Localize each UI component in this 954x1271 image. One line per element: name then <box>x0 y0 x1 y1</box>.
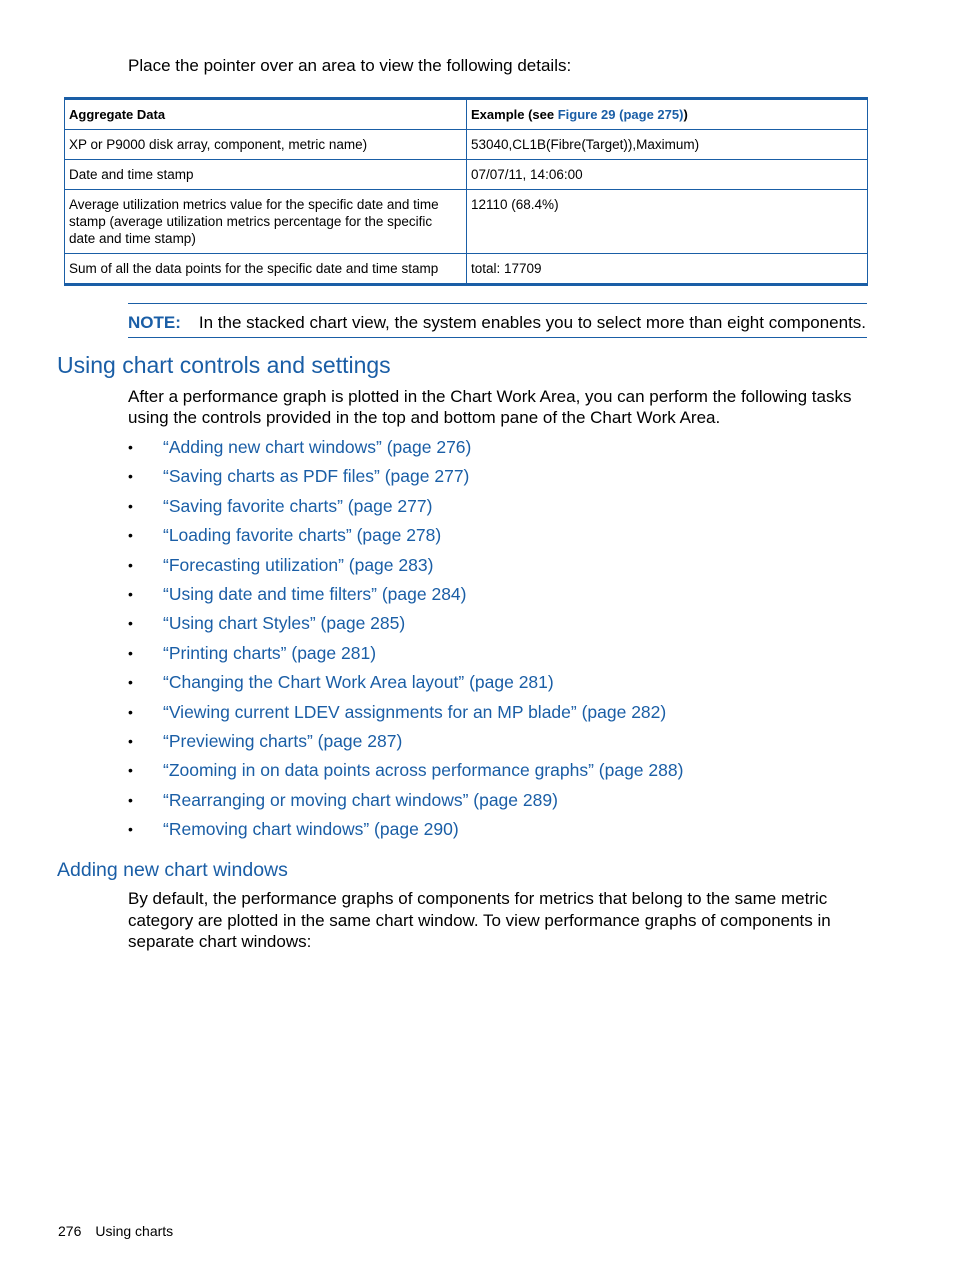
link-printing-charts[interactable]: “Printing charts” (page 281) <box>163 642 377 663</box>
table-cell-example: 53040,CL1B(Fibre(Target)),Maximum) <box>467 130 868 160</box>
link-zooming-data-points[interactable]: “Zooming in on data points across performance graphs” (page 288) <box>163 760 684 781</box>
task-link-list <box>128 436 683 847</box>
list-item <box>128 524 683 553</box>
table-cell-data: Average utilization metrics value for the specific date and time stamp (average utilization metrics percentage for the specific date and time stamp) <box>65 190 467 254</box>
header-example <box>467 99 868 130</box>
list-item <box>128 495 683 524</box>
bullet-icon: • <box>128 791 133 808</box>
link-rearranging-windows[interactable]: “Rearranging or moving chart windows” (page 289) <box>163 789 558 810</box>
link-chart-styles[interactable]: “Using chart Styles” (page 285) <box>163 613 406 634</box>
subsection-title: Adding new chart windows <box>57 859 288 881</box>
header-aggregate-data: Aggregate Data <box>65 99 467 130</box>
aggregate-data-table <box>64 97 868 286</box>
table-row <box>65 254 868 285</box>
list-item <box>128 554 683 583</box>
link-forecasting-utilization[interactable]: “Forecasting utilization” (page 283) <box>163 554 434 575</box>
link-changing-layout[interactable]: “Changing the Chart Work Area layout” (page 281) <box>163 672 554 693</box>
list-item <box>128 671 683 700</box>
table-row <box>65 160 868 190</box>
table-header-row <box>65 99 868 130</box>
link-previewing-charts[interactable]: “Previewing charts” (page 287) <box>163 730 403 751</box>
page-footer <box>58 1222 173 1240</box>
note-text: In the stacked chart view, the system enables you to select more than eight components. <box>198 313 867 332</box>
list-item <box>128 465 683 494</box>
bullet-icon: • <box>128 497 133 514</box>
note-box <box>128 303 867 338</box>
list-item <box>128 612 683 641</box>
list-item <box>128 759 683 788</box>
list-item <box>128 583 683 612</box>
figure-29-link[interactable]: Figure 29 (page 275) <box>557 107 684 122</box>
list-item <box>128 436 683 465</box>
list-item <box>128 789 683 818</box>
page-number: 276 <box>58 1223 82 1239</box>
table-cell-example: 12110 (68.4%) <box>467 190 868 254</box>
link-loading-favorite-charts[interactable]: “Loading favorite charts” (page 278) <box>163 525 442 546</box>
table-cell-data: XP or P9000 disk array, component, metric name) <box>65 130 467 160</box>
link-removing-windows[interactable]: “Removing chart windows” (page 290) <box>163 819 459 840</box>
bullet-icon: • <box>128 762 133 779</box>
table-row <box>65 190 868 254</box>
bullet-icon: • <box>128 674 133 691</box>
header-example-prefix: Example (see <box>471 107 558 122</box>
link-ldev-assignments[interactable]: “Viewing current LDEV assignments for an MP blade” (page 282) <box>163 701 667 722</box>
bullet-icon: • <box>128 644 133 661</box>
bullet-icon: • <box>128 732 133 749</box>
section-paragraph: After a performance graph is plotted in the Chart Work Area, you can perform the following tasks using the controls provided in the top and bottom pane of the Chart Work Area. <box>128 387 852 427</box>
bullet-icon: • <box>128 468 133 485</box>
section-title: Using chart controls and settings <box>57 352 391 378</box>
bullet-icon: • <box>128 527 133 544</box>
link-adding-new-chart-windows[interactable]: “Adding new chart windows” (page 276) <box>163 437 472 457</box>
note-label: NOTE: <box>128 313 181 332</box>
bullet-icon: • <box>128 439 133 455</box>
bullet-icon: • <box>128 821 133 838</box>
table-row <box>65 130 868 160</box>
list-item <box>128 730 683 759</box>
table-cell-data: Date and time stamp <box>65 160 467 190</box>
bullet-icon: • <box>128 585 133 602</box>
intro-text: Place the pointer over an area to view the following details: <box>128 56 572 75</box>
header-example-suffix: ) <box>683 107 688 122</box>
table-cell-example: total: 17709 <box>467 254 868 285</box>
subsection-paragraph: By default, the performance graphs of components for metrics that belong to the same metric category are plotted in the same chart window. To view performance graphs of components in separate chart windows: <box>128 889 831 951</box>
list-item <box>128 701 683 730</box>
table-cell-example: 07/07/11, 14:06:00 <box>467 160 868 190</box>
list-item <box>128 642 683 671</box>
bullet-icon: • <box>128 556 133 573</box>
table-cell-data: Sum of all the data points for the specific date and time stamp <box>65 254 467 285</box>
link-saving-charts-pdf[interactable]: “Saving charts as PDF files” (page 277) <box>163 466 470 487</box>
link-date-time-filters[interactable]: “Using date and time filters” (page 284) <box>163 583 467 604</box>
bullet-icon: • <box>128 615 133 632</box>
list-item <box>128 818 683 847</box>
footer-chapter: Using charts <box>95 1223 174 1239</box>
bullet-icon: • <box>128 703 133 720</box>
link-saving-favorite-charts[interactable]: “Saving favorite charts” (page 277) <box>163 495 433 516</box>
